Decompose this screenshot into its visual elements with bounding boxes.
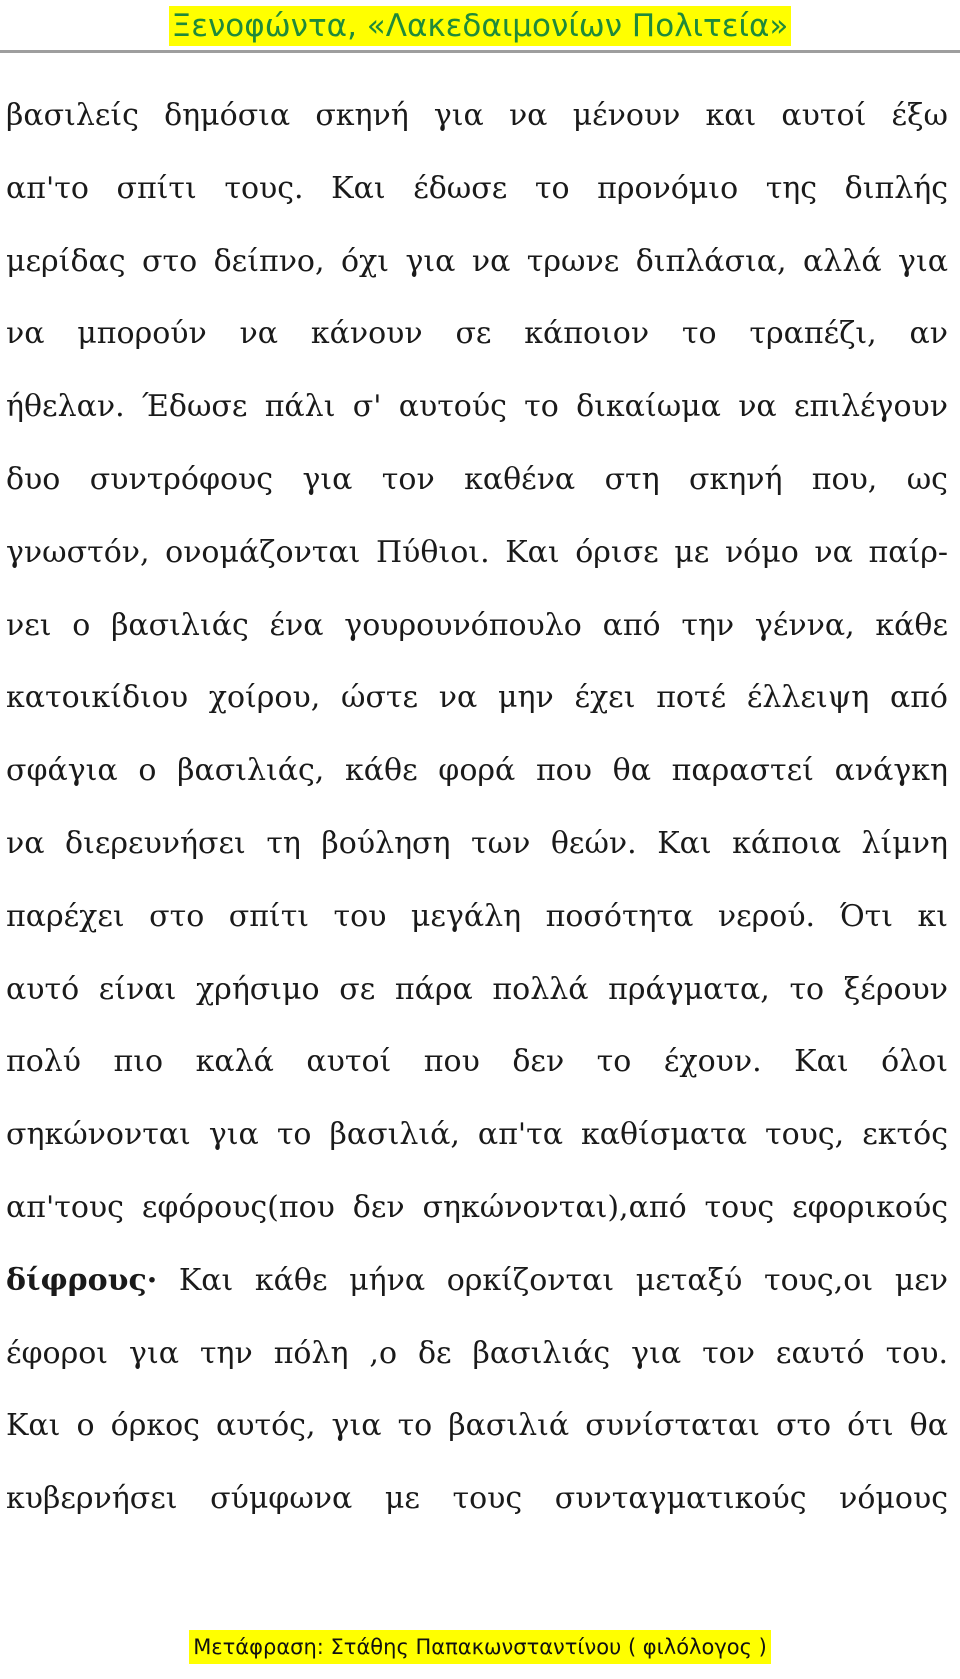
bold-term: δίφρους· — [6, 1262, 158, 1298]
text-line-with-bold — [6, 1245, 948, 1318]
text-line: ήθελαν. Έδωσε πάλι σ' αυτούς το δικαίωμα να επιλέγουν — [6, 389, 948, 425]
body-text — [6, 80, 948, 1536]
translator-credit: Μετάφραση: Στάθης Παπακωνσταντίνου ( φιλόλογος ) — [189, 1630, 771, 1664]
text-line: έφοροι για την πόλη ,ο δε βασιλιάς για τον εαυτό του. — [6, 1335, 948, 1371]
document-title: Ξενοφώντα, «Λακεδαιμονίων Πολιτεία» — [169, 6, 792, 46]
text-line: απ'τους εφόρους(που δεν σηκώνονται),από τους εφορικούς — [6, 1189, 948, 1225]
text-line: σφάγια ο βασιλιάς, κάθε φορά που θα παραστεί ανάγκη — [6, 753, 948, 789]
text-line: πολύ πιο καλά αυτοί που δεν το έχουν. Και όλοι — [6, 1044, 948, 1080]
text-line: δυο συντρόφους για τον καθένα στη σκηνή που, ως — [6, 461, 948, 497]
page-footer — [0, 1630, 960, 1664]
page-header — [0, 0, 960, 56]
text-line-rest: Και κάθε μήνα ορκίζονται μεταξύ τους,οι μεν — [178, 1262, 948, 1298]
text-line: μερίδας στο δείπνο, όχι για να τρωνε διπλάσια, αλλά για — [6, 243, 948, 279]
text-line: Και ο όρκος αυτός, για το βασιλιά συνίσταται στο ότι θα — [6, 1408, 948, 1444]
text-line: παρέχει στο σπίτι του μεγάλη ποσότητα νερού. Ότι κι — [6, 898, 948, 934]
text-line: γνωστόν, ονομάζονται Πύθιοι. Και όρισε με νόμο να παίρ- — [6, 534, 948, 570]
text-line: κυβερνήσει σύμφωνα με τους συνταγματικούς νόμους — [6, 1481, 948, 1517]
text-line: αυτό είναι χρήσιμο σε πάρα πολλά πράγματα, το ξέρουν — [6, 971, 948, 1007]
text-line: να διερευνήσει τη βούληση των θεών. Και κάποια λίμνη — [6, 825, 948, 861]
text-line: σηκώνονται για το βασιλιά, απ'τα καθίσματα τους, εκτός — [6, 1117, 948, 1153]
text-line: απ'το σπίτι τους. Και έδωσε το προνόμιο της διπλής — [6, 170, 948, 206]
text-line: να μπορούν να κάνουν σε κάποιον το τραπέζι, αν — [6, 316, 948, 352]
header-divider — [0, 50, 960, 53]
text-line: νει ο βασιλιάς ένα γουρουνόπουλο από την γέννα, κάθε — [6, 607, 948, 643]
text-line: βασιλείς δημόσια σκηνή για να μένουν και αυτοί έξω — [6, 98, 948, 133]
text-line: κατοικίδιου χοίρου, ώστε να μην έχει ποτέ έλλειψη από — [6, 680, 948, 716]
